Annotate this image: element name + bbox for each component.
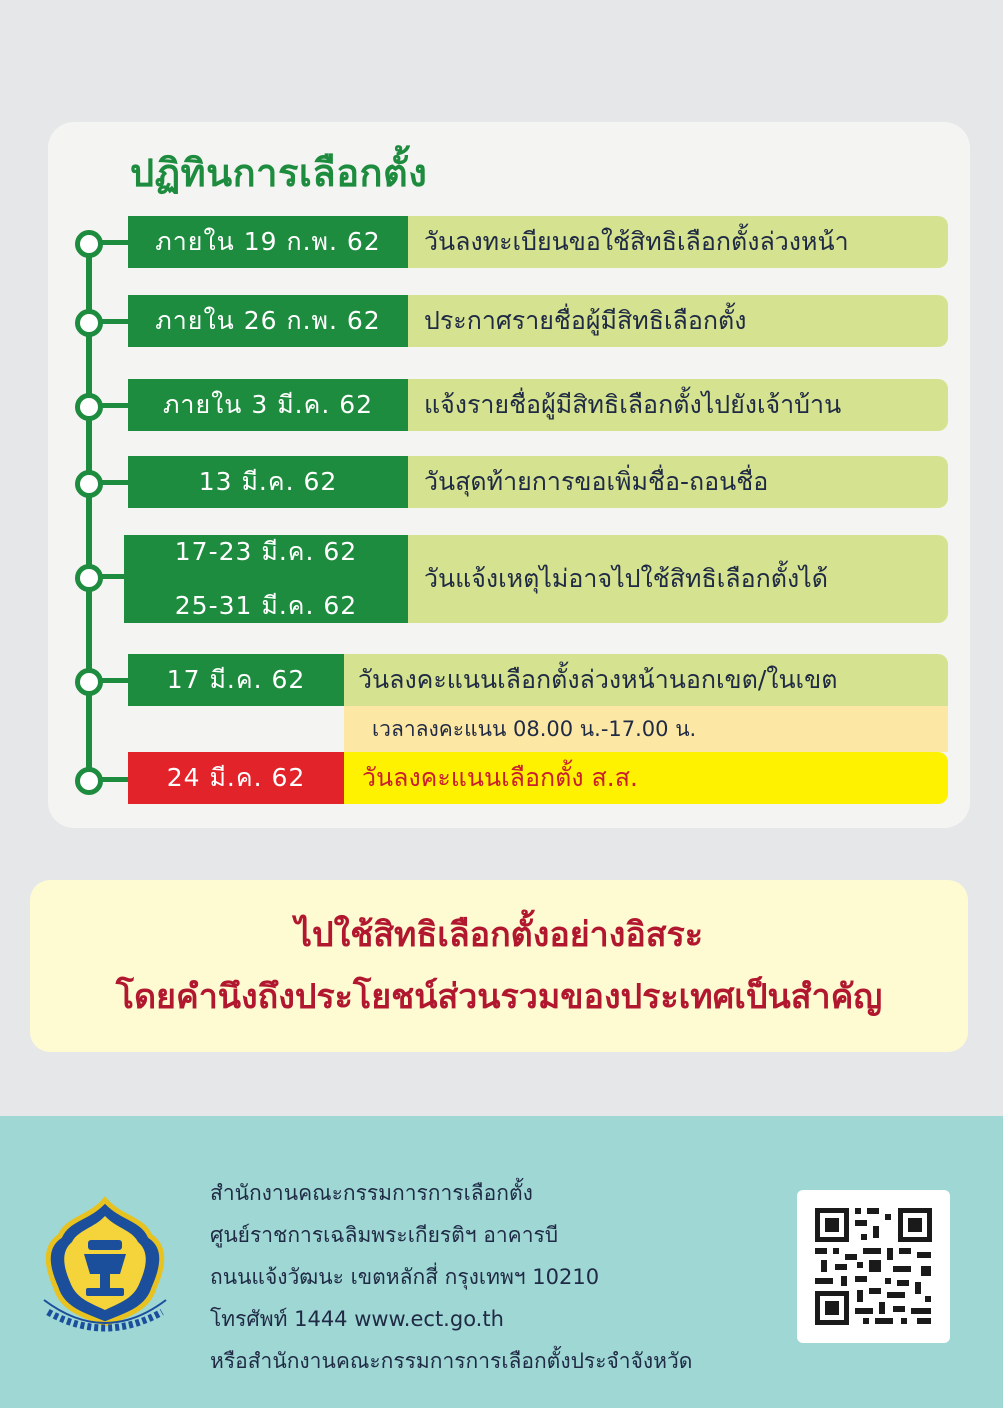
slogan-line-1: ไปใช้สิทธิเลือกตั้งอย่างอิสระ [294, 915, 704, 955]
address-line: ถนนแจ้งวัฒนะ เขตหลักสี่ กรุงเทพฯ 10210 [210, 1265, 600, 1289]
address-line: สำนักงานคณะกรรมการการเลือกตั้ง [210, 1181, 533, 1205]
event-label: วันลงคะแนนเลือกตั้งล่วงหน้านอกเขต/ในเขต [344, 654, 948, 706]
date-cell [128, 654, 344, 706]
event-label: แจ้งรายชื่อผู้มีสิทธิเลือกตั้งไปยังเจ้าบ้าน [408, 379, 948, 431]
election-date-cell [128, 752, 344, 804]
calendar-title: ปฏิทินการเลือกตั้ง [130, 151, 428, 195]
address-line: หรือสำนักงานคณะกรรมการการเลือกตั้งประจำจังหวัด [210, 1349, 693, 1373]
date-cell [128, 456, 408, 508]
election-day-label: วันลงคะแนนเลือกตั้ง ส.ส. [344, 752, 948, 804]
date-cell [128, 379, 408, 431]
timeline-connector [102, 240, 130, 245]
date-text: 17-23 มี.ค. 62 [174, 537, 358, 566]
voting-hours-note: เวลาลงคะแนน 08.00 น.-17.00 น. [344, 706, 948, 752]
date-text: ภายใน 26 ก.พ. 62 [155, 306, 381, 335]
timeline-node [75, 564, 103, 592]
contact-address [210, 1172, 692, 1382]
date-text: ภายใน 3 มี.ค. 62 [162, 390, 374, 419]
event-label: วันแจ้งเหตุไม่อาจไปใช้สิทธิเลือกตั้งได้ [408, 535, 948, 623]
timeline-connector [102, 777, 130, 782]
address-line: โทรศัพท์ 1444 www.ect.go.th [210, 1307, 504, 1331]
timeline-connector [102, 480, 130, 485]
address-line: ศูนย์ราชการเฉลิมพระเกียรติฯ อาคารบี [210, 1223, 559, 1247]
timeline-node [75, 767, 103, 795]
timeline-connector [102, 403, 130, 408]
ect-logo-emblem-icon [30, 1196, 180, 1336]
timeline-node [75, 309, 103, 337]
timeline-connector [102, 678, 130, 683]
timeline-node [75, 230, 103, 258]
slogan-box [30, 880, 968, 1052]
timeline-node [75, 470, 103, 498]
timeline-node [75, 393, 103, 421]
date-text: 24 มี.ค. 62 [166, 763, 306, 792]
timeline-node [75, 668, 103, 696]
event-label: ประกาศรายชื่อผู้มีสิทธิเลือกตั้ง [408, 295, 948, 347]
date-text: ภายใน 19 ก.พ. 62 [155, 227, 381, 256]
date-cell [128, 216, 408, 268]
date-text: 13 มี.ค. 62 [198, 467, 338, 496]
timeline-connector [102, 319, 130, 324]
date-text: 25-31 มี.ค. 62 [174, 591, 358, 620]
slogan-line-2: โดยคำนึงถึงประโยชน์ส่วนรวมของประเทศเป็นสำคัญ [115, 977, 883, 1017]
qr-code-icon [797, 1190, 950, 1343]
date-text: 17 มี.ค. 62 [166, 665, 306, 694]
event-label: วันสุดท้ายการขอเพิ่มชื่อ-ถอนชื่อ [408, 456, 948, 508]
date-cell [128, 295, 408, 347]
date-cell [124, 535, 408, 623]
event-label: วันลงทะเบียนขอใช้สิทธิเลือกตั้งล่วงหน้า [408, 216, 948, 268]
